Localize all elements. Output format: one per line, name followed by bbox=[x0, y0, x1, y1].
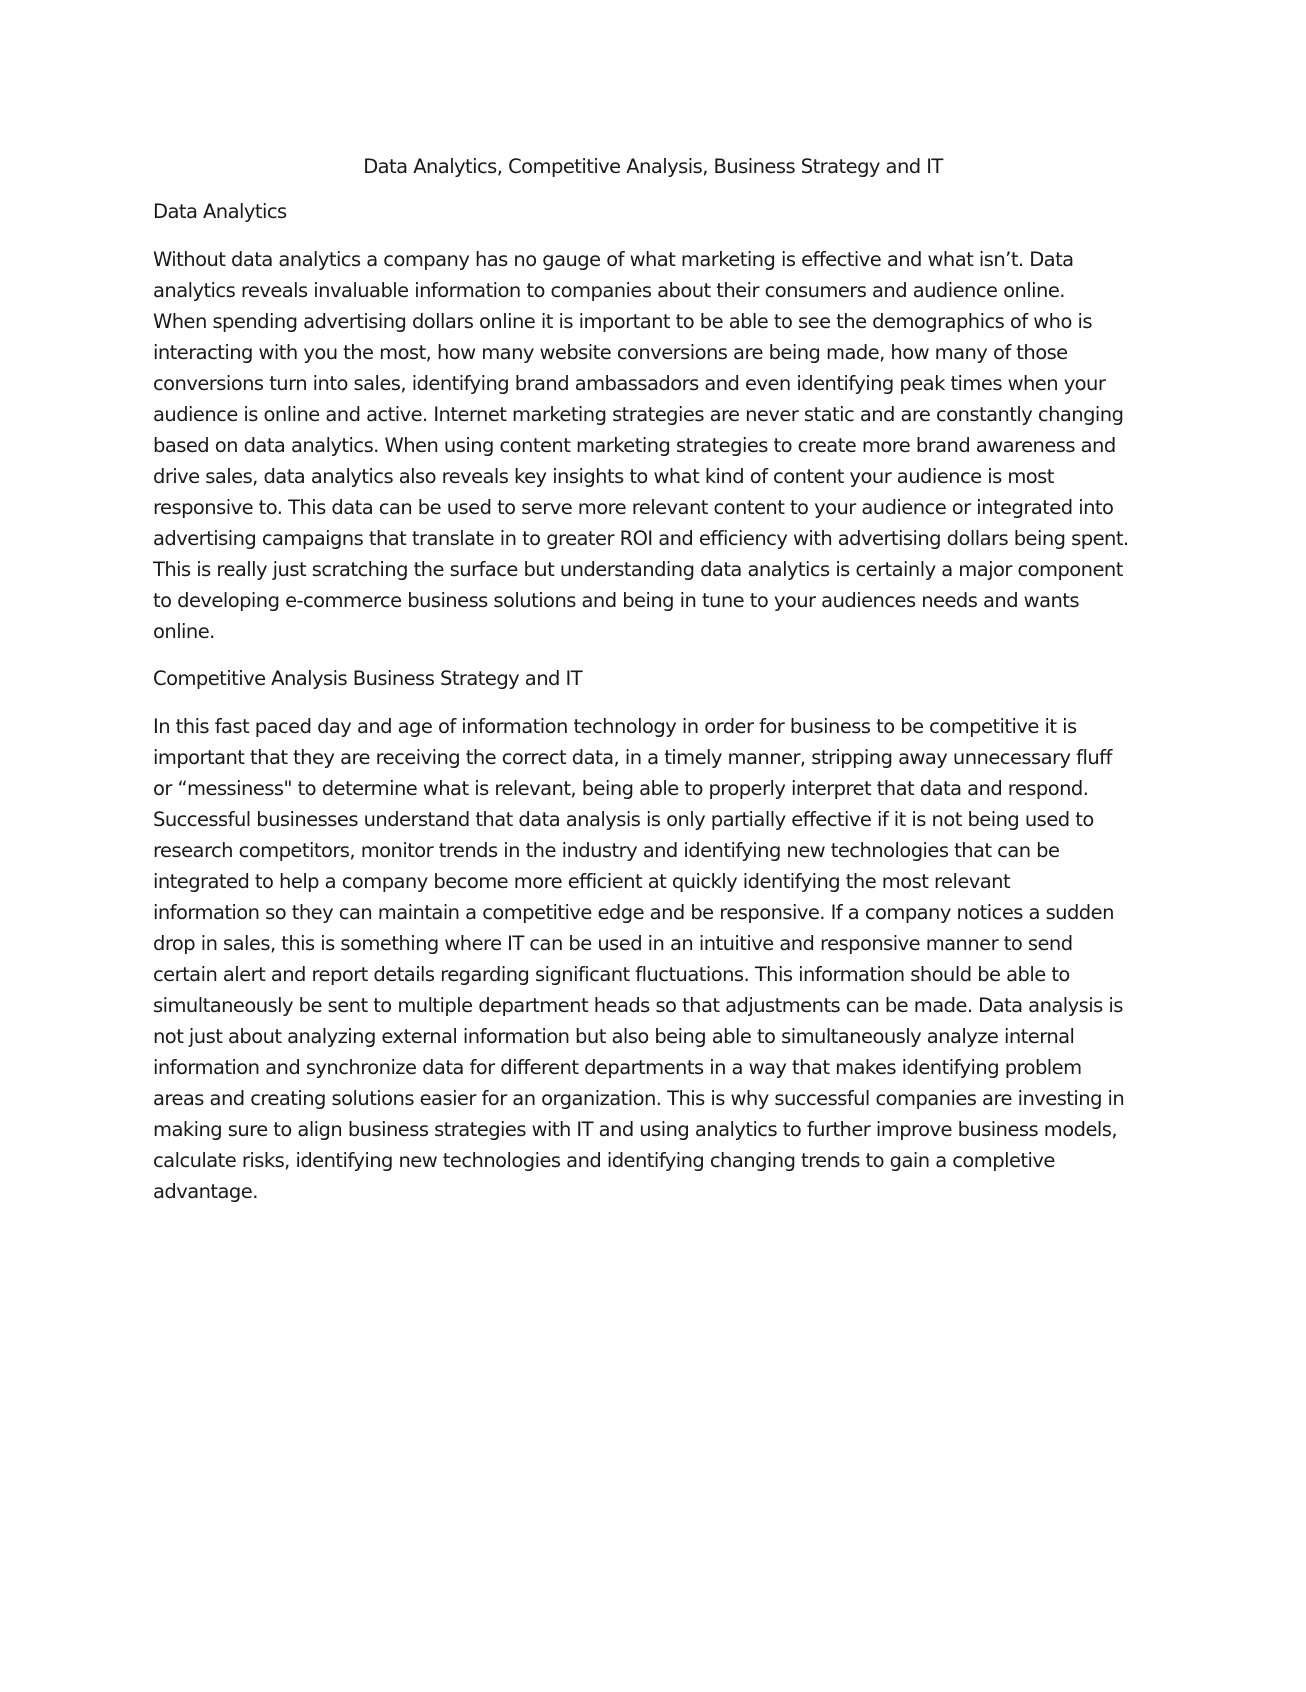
text-line: making sure to align business strategies with IT and using analytics to further improve business models, bbox=[153, 1118, 1118, 1141]
text-line: areas and creating solutions easier for an organization. This is why successful companies are investing in bbox=[153, 1087, 1125, 1110]
text-line: This is really just scratching the surface but understanding data analytics is certainly a major component bbox=[153, 558, 1123, 581]
text-line: online. bbox=[153, 620, 215, 643]
text-line: to developing e-commerce business solutions and being in tune to your audiences needs and wants bbox=[153, 589, 1079, 612]
text-line: research competitors, monitor trends in the industry and identifying new technologies that can be bbox=[153, 839, 1060, 862]
text-line: When spending advertising dollars online it is important to be able to see the demographics of who is bbox=[153, 310, 1092, 333]
paragraph-data-analytics bbox=[153, 244, 1153, 647]
document-title: Data Analytics, Competitive Analysis, Business Strategy and IT bbox=[363, 155, 943, 178]
text-line: or “messiness" to determine what is relevant, being able to properly interpret that data and respond. bbox=[153, 777, 1089, 800]
text-line: information and synchronize data for different departments in a way that makes identifying problem bbox=[153, 1056, 1082, 1079]
text-line: calculate risks, identifying new technologies and identifying changing trends to gain a completive bbox=[153, 1149, 1055, 1172]
text-line: Without data analytics a company has no gauge of what marketing is effective and what isn’t. Data bbox=[153, 248, 1074, 271]
text-line: important that they are receiving the correct data, in a timely manner, stripping away unnecessary fluff bbox=[153, 746, 1112, 769]
section-heading-competitive-analysis: Competitive Analysis Business Strategy and IT bbox=[153, 667, 583, 690]
text-line: information so they can maintain a competitive edge and be responsive. If a company notices a sudden bbox=[153, 901, 1114, 924]
text-line: responsive to. This data can be used to serve more relevant content to your audience or integrated into bbox=[153, 496, 1114, 519]
text-line: certain alert and report details regarding significant fluctuations. This information should be able to bbox=[153, 963, 1070, 986]
text-line: conversions turn into sales, identifying brand ambassadors and even identifying peak times when your bbox=[153, 372, 1106, 395]
text-line: simultaneously be sent to multiple department heads so that adjustments can be made. Data analysis is bbox=[153, 994, 1123, 1017]
text-line: audience is online and active. Internet marketing strategies are never static and are constantly changing bbox=[153, 403, 1124, 426]
text-line: integrated to help a company become more efficient at quickly identifying the most relevant bbox=[153, 870, 1011, 893]
text-line: based on data analytics. When using content marketing strategies to create more brand awareness and bbox=[153, 434, 1116, 457]
text-line: In this fast paced day and age of information technology in order for business to be competitive it is bbox=[153, 715, 1077, 738]
text-line: interacting with you the most, how many website conversions are being made, how many of those bbox=[153, 341, 1068, 364]
paragraph-competitive-analysis bbox=[153, 711, 1153, 1207]
text-line: advertising campaigns that translate in to greater ROI and efficiency with advertising dollars being spent. bbox=[153, 527, 1129, 550]
text-line: drive sales, data analytics also reveals key insights to what kind of content your audience is most bbox=[153, 465, 1054, 488]
text-line: analytics reveals invaluable information to companies about their consumers and audience online. bbox=[153, 279, 1065, 302]
text-line: not just about analyzing external information but also being able to simultaneously analyze internal bbox=[153, 1025, 1075, 1048]
section-heading-data-analytics: Data Analytics bbox=[153, 200, 287, 223]
text-line: advantage. bbox=[153, 1180, 258, 1203]
text-line: drop in sales, this is something where IT can be used in an intuitive and responsive manner to send bbox=[153, 932, 1073, 955]
text-line: Successful businesses understand that data analysis is only partially effective if it is not being used to bbox=[153, 808, 1094, 831]
